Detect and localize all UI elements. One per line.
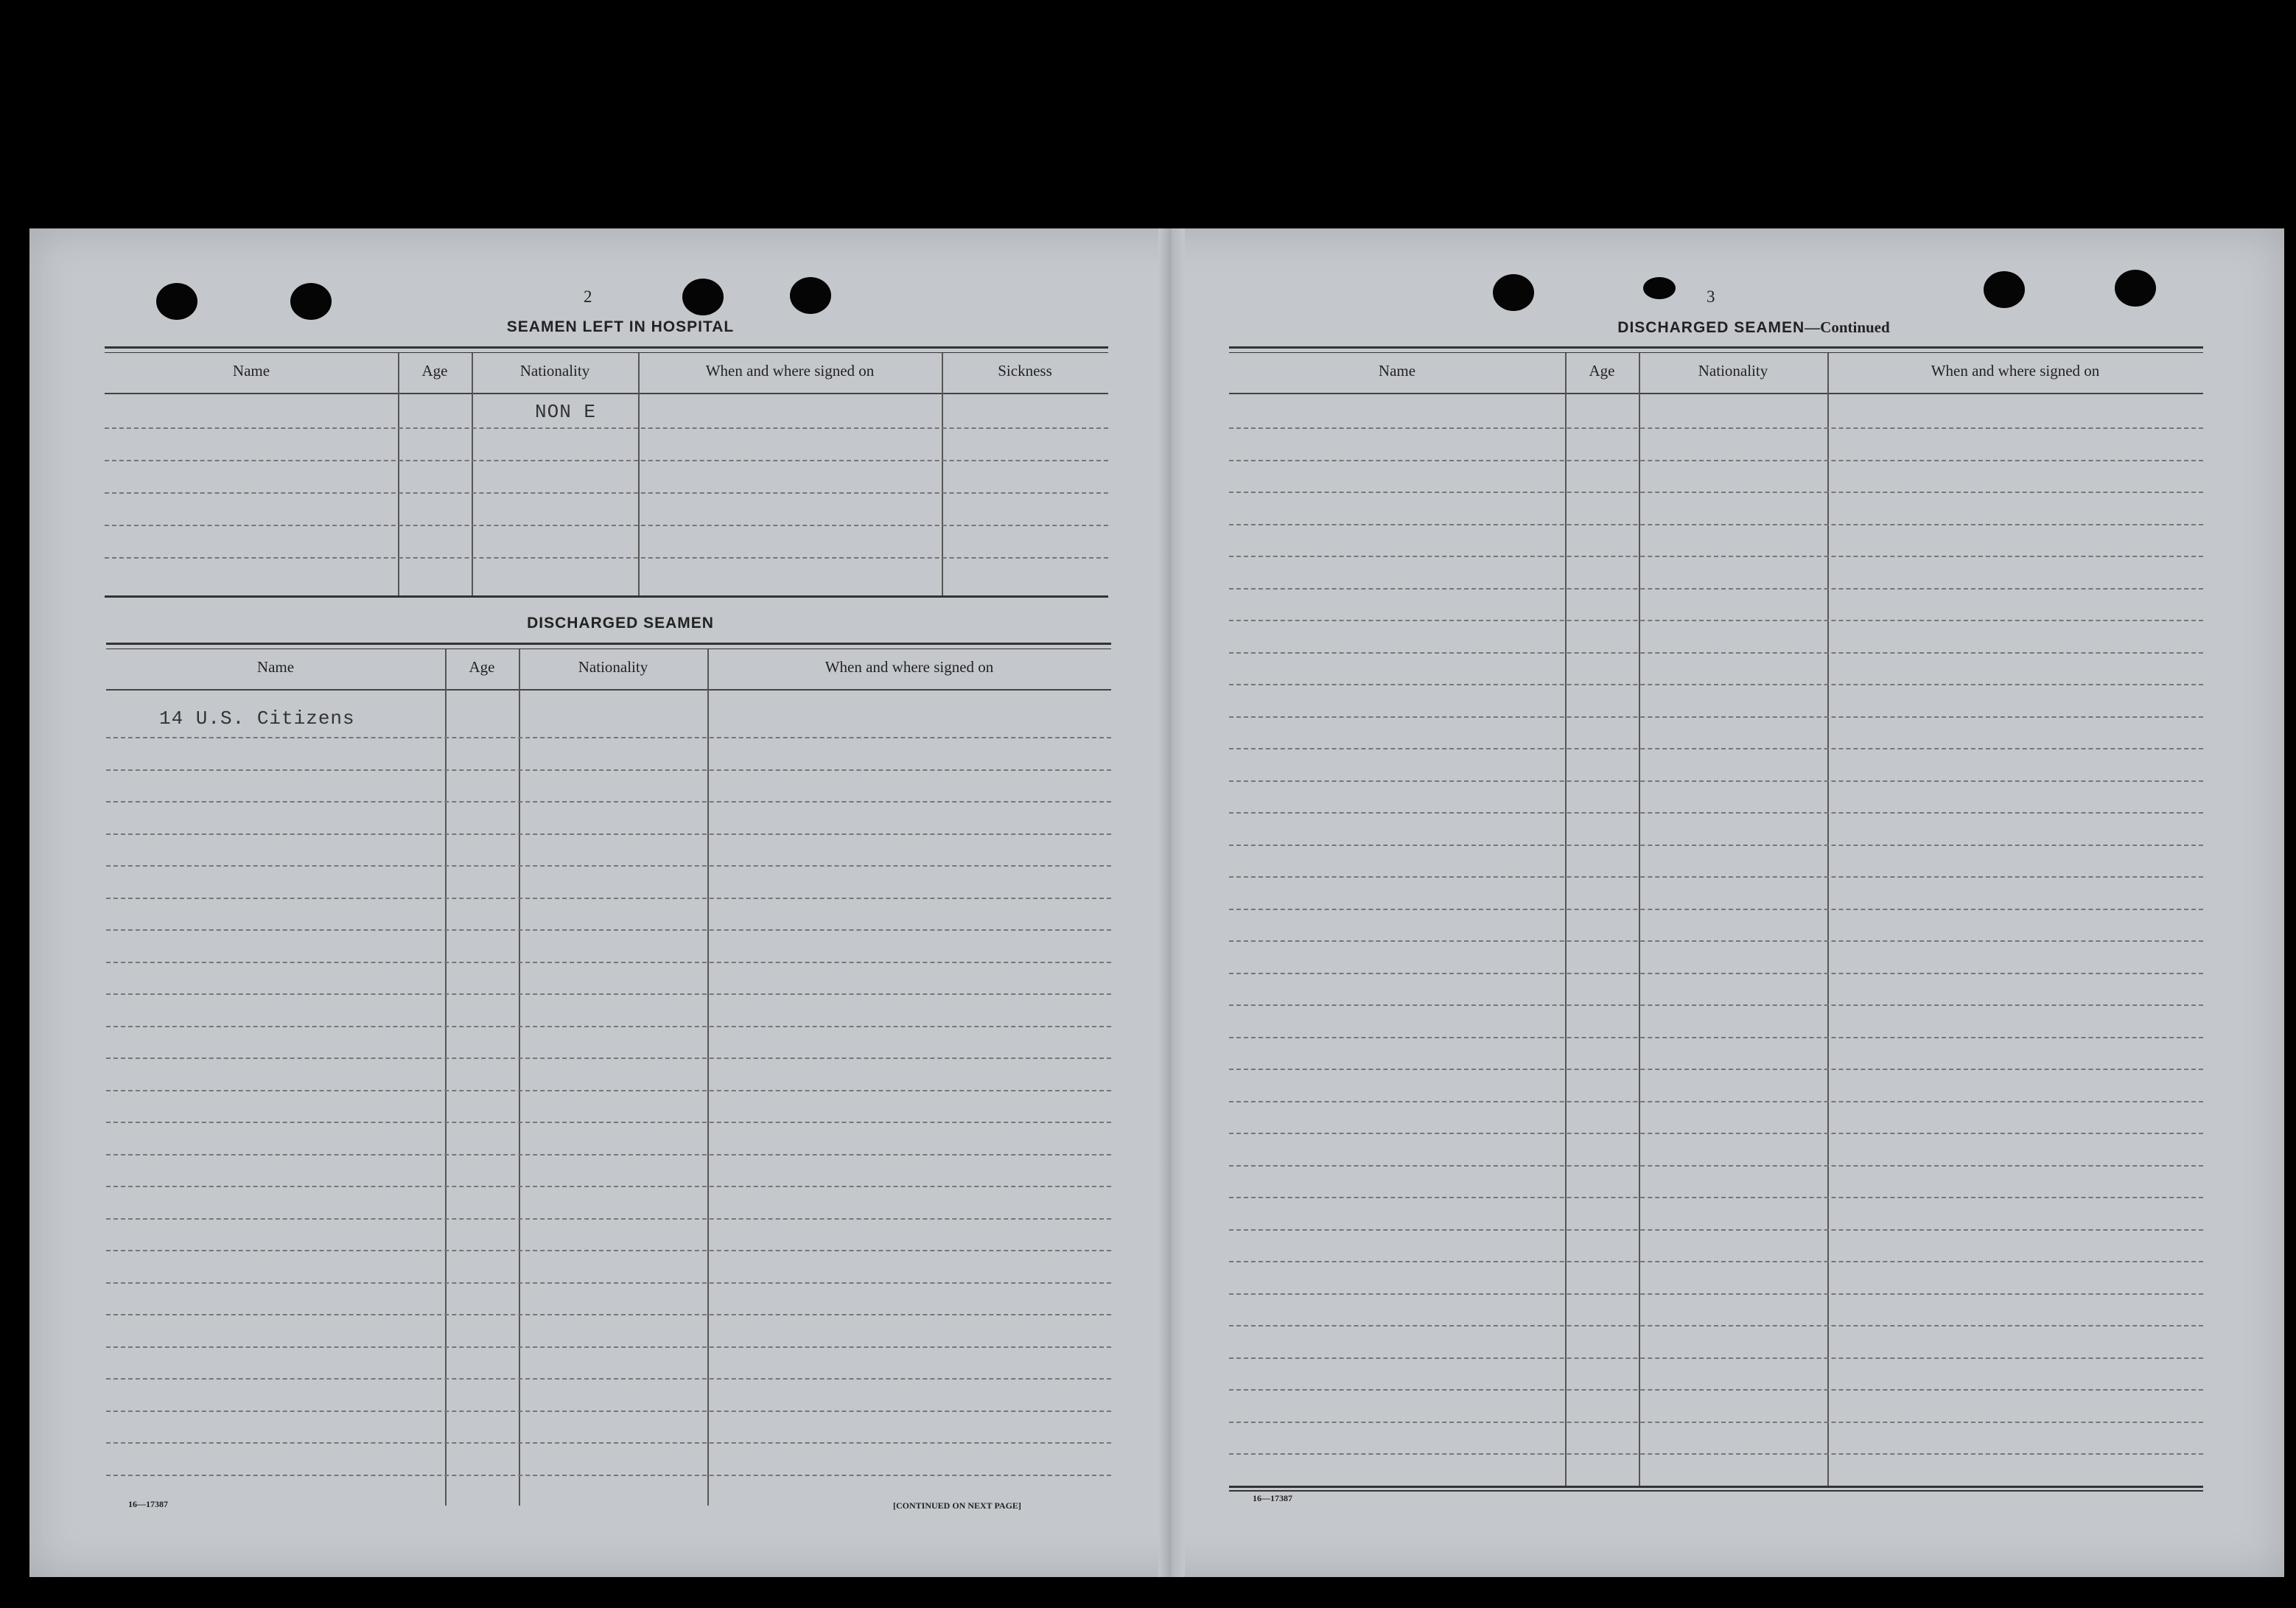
row-line	[1229, 716, 2203, 718]
column-divider	[707, 649, 709, 1506]
table-header	[106, 649, 1111, 689]
punch-hole	[1643, 277, 1676, 299]
row-line	[106, 1026, 1111, 1027]
row-line	[1229, 1133, 2203, 1134]
row-line	[105, 427, 1108, 429]
row-line	[106, 1250, 1111, 1251]
row-line	[1229, 1229, 2203, 1231]
row-line	[106, 1122, 1111, 1123]
row-line	[1229, 556, 2203, 557]
nationality-entry: NON E	[535, 401, 597, 423]
row-line	[106, 1442, 1111, 1444]
discharged-table-right	[1229, 346, 2203, 1492]
row-line	[1229, 940, 2203, 942]
row-line	[1229, 1101, 2203, 1102]
table-top-rule	[106, 643, 1111, 649]
row-line	[1229, 845, 2203, 846]
row-line	[1229, 1261, 2203, 1262]
row-line	[106, 929, 1111, 931]
punch-hole	[1984, 271, 2025, 308]
row-line	[1229, 748, 2203, 749]
row-line	[1229, 1037, 2203, 1038]
row-line	[1229, 1389, 2203, 1391]
row-line	[1229, 588, 2203, 590]
column-divider	[638, 353, 640, 596]
document-sheet	[29, 228, 2284, 1577]
name-entry: 14 U.S. Citizens	[159, 707, 355, 730]
row-line	[1229, 652, 2203, 654]
row-line	[1229, 1197, 2203, 1198]
table-header	[105, 353, 1108, 393]
col-header-signed-on: When and where signed on	[825, 658, 994, 676]
section-title: SEAMEN LEFT IN HOSPITAL	[506, 318, 735, 335]
header-divider	[105, 393, 1108, 394]
row-line	[1229, 492, 2203, 493]
row-line	[106, 1475, 1111, 1476]
row-line	[106, 737, 1111, 738]
row-line	[1229, 1165, 2203, 1167]
row-line	[106, 769, 1111, 771]
table-header	[1229, 353, 2203, 393]
row-line	[105, 492, 1108, 494]
row-line	[106, 1346, 1111, 1348]
col-header-name: Name	[1378, 362, 1416, 380]
section-title: DISCHARGED SEAMEN	[527, 615, 714, 632]
row-line	[106, 1282, 1111, 1284]
col-header-age: Age	[421, 362, 448, 380]
row-line	[1229, 1422, 2203, 1423]
form-code: 16—17387	[1253, 1493, 1292, 1503]
row-line	[106, 1154, 1111, 1156]
punch-hole	[290, 283, 332, 320]
row-line	[106, 801, 1111, 803]
row-line	[1229, 1069, 2203, 1070]
row-line	[1229, 973, 2203, 974]
col-header-name: Name	[232, 362, 270, 380]
row-line	[106, 898, 1111, 899]
row-line	[1229, 1293, 2203, 1295]
row-line	[1229, 427, 2203, 429]
header-divider	[1229, 393, 2203, 394]
continued-note: [CONTINUED ON NEXT PAGE]	[893, 1500, 1021, 1511]
table-top-rule	[105, 346, 1108, 353]
page-fold	[1158, 228, 1185, 1577]
row-line	[105, 557, 1108, 559]
hospital-table	[105, 346, 1108, 604]
col-header-age: Age	[1589, 362, 1615, 380]
column-divider	[472, 353, 473, 596]
header-divider	[106, 689, 1111, 691]
table-bottom-rule	[1229, 1490, 2203, 1492]
punch-hole	[156, 283, 197, 320]
row-line	[1229, 909, 2203, 910]
row-line	[105, 525, 1108, 526]
row-line	[1229, 1325, 2203, 1326]
section-title-suffix: —Continued	[1805, 318, 1890, 336]
punch-hole	[2115, 270, 2156, 307]
row-line	[1229, 1453, 2203, 1455]
row-line	[1229, 1357, 2203, 1359]
row-line	[106, 1218, 1111, 1220]
table-top-rule	[1229, 346, 2203, 353]
row-line	[1229, 524, 2203, 525]
column-divider	[398, 353, 399, 596]
col-header-name: Name	[256, 658, 295, 676]
row-line	[1229, 780, 2203, 782]
section-title	[1474, 318, 2034, 337]
row-line	[106, 1090, 1111, 1091]
col-header-signed-on: When and where signed on	[705, 362, 875, 380]
column-divider	[445, 649, 447, 1506]
row-line	[106, 1378, 1111, 1380]
row-line	[1229, 876, 2203, 878]
form-code: 16—17387	[128, 1499, 168, 1509]
row-line	[106, 1314, 1111, 1315]
col-header-age: Age	[469, 658, 495, 676]
discharged-table-left	[106, 643, 1111, 1506]
row-line	[1229, 620, 2203, 621]
row-line	[106, 962, 1111, 963]
punch-hole	[682, 279, 724, 315]
row-line	[1229, 1004, 2203, 1006]
col-header-sickness: Sickness	[998, 362, 1052, 380]
table-bottom-rule	[1229, 1486, 2203, 1488]
punch-hole	[790, 277, 831, 314]
col-header-nationality: Nationality	[578, 658, 648, 676]
row-line	[105, 460, 1108, 461]
punch-hole	[1493, 274, 1534, 311]
row-line	[1229, 460, 2203, 461]
table-bottom-rule	[105, 595, 1108, 598]
row-line	[1229, 812, 2203, 814]
row-line	[106, 865, 1111, 867]
col-header-nationality: Nationality	[519, 362, 590, 380]
row-line	[1229, 684, 2203, 685]
column-divider	[519, 649, 520, 1506]
page-number: 3	[1707, 287, 1715, 306]
section-title-main: DISCHARGED SEAMEN	[1617, 319, 1805, 336]
col-header-signed-on: When and where signed on	[1931, 362, 2100, 380]
row-line	[106, 1186, 1111, 1187]
row-line	[106, 1411, 1111, 1412]
col-header-nationality: Nationality	[1698, 362, 1768, 380]
column-divider	[942, 353, 943, 596]
row-line	[106, 993, 1111, 995]
page-number: 2	[584, 287, 592, 306]
row-line	[106, 833, 1111, 835]
row-line	[106, 1058, 1111, 1059]
